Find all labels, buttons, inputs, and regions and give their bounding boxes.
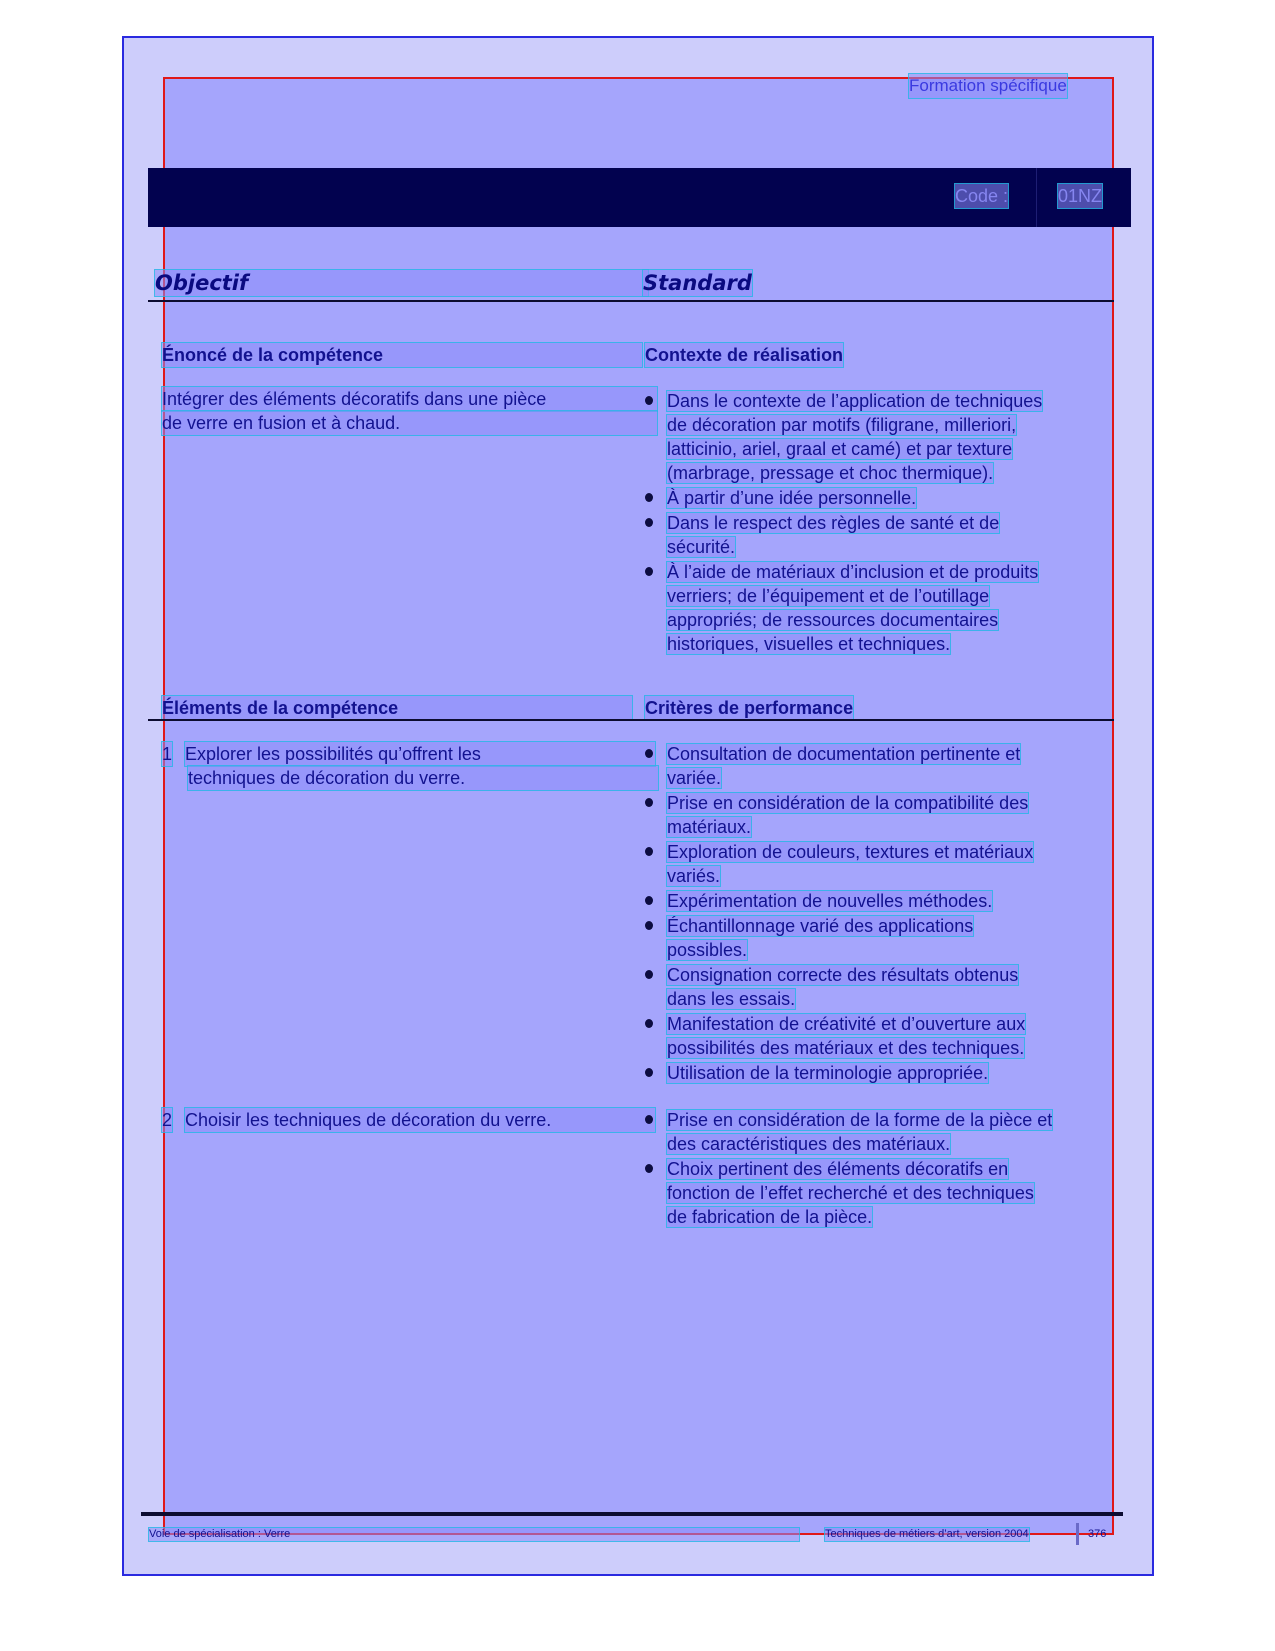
competence-line: Intégrer des éléments décoratifs dans une pièce xyxy=(162,387,657,411)
list-item-line: appropriés; de ressources documentaires xyxy=(667,610,999,630)
formation-label: Formation spécifique xyxy=(909,74,1067,98)
bullet-icon xyxy=(645,1115,653,1124)
footer-right: Techniques de métiers d’art, version 2004 xyxy=(825,1528,1029,1540)
bullet-icon xyxy=(645,847,653,856)
element-1 xyxy=(162,742,657,790)
list-item-line: À l’aide de matériaux d’inclusion et de produits xyxy=(667,562,1039,582)
list-item-line: dans les essais. xyxy=(667,989,796,1009)
list-item-line: possibles. xyxy=(667,940,748,960)
list-item-line: de fabrication de la pièce. xyxy=(667,1207,873,1227)
page-number: 376 xyxy=(1088,1528,1107,1540)
code-label: Code : xyxy=(955,186,1009,206)
list-item xyxy=(645,486,1095,510)
list-item xyxy=(645,914,1095,962)
list-item xyxy=(645,389,1095,485)
footer-rule xyxy=(141,1512,1123,1516)
list-item-line: Utilisation de la terminologie appropriée. xyxy=(667,1063,989,1083)
list-item-line: Manifestation de créativité et d’ouverture aux xyxy=(667,1014,1026,1034)
list-item xyxy=(645,511,1095,559)
list-item-line: matériaux. xyxy=(667,817,752,837)
competence-heading: Énoncé de la compétence xyxy=(162,343,642,367)
competence-line: de verre en fusion et à chaud. xyxy=(162,411,657,435)
objectif-title: Objectif xyxy=(155,270,648,296)
elements-heading: Éléments de la compétence xyxy=(162,696,632,720)
list-item-line: sécurité. xyxy=(667,537,736,557)
list-item-line: latticinio, ariel, graal et camé) et par texture xyxy=(667,439,1013,459)
element-number: 1 xyxy=(162,744,173,764)
criteria-list-1 xyxy=(645,742,1095,1086)
list-item xyxy=(645,840,1095,888)
contexte-heading: Contexte de réalisation xyxy=(645,345,844,365)
element-number: 2 xyxy=(162,1110,173,1130)
list-item-line: des caractéristiques des matériaux. xyxy=(667,1134,951,1154)
list-item xyxy=(645,1108,1105,1156)
list-item xyxy=(645,1012,1095,1060)
list-item xyxy=(645,889,1095,913)
list-item-line: À partir d’une idée personnelle. xyxy=(667,488,917,508)
competence-statement xyxy=(162,387,657,435)
list-item-line: variée. xyxy=(667,768,722,788)
list-item-line: Consignation correcte des résultats obtenus xyxy=(667,965,1019,985)
list-item-line: Consultation de documentation pertinente et xyxy=(667,744,1021,764)
list-item xyxy=(645,963,1095,1011)
list-item-line: Prise en considération de la forme de la pièce et xyxy=(667,1110,1053,1130)
bullet-icon xyxy=(645,970,653,979)
bullet-icon xyxy=(645,1068,653,1077)
list-item-line: fonction de l’effet recherché et des techniques xyxy=(667,1183,1034,1203)
list-item-line: Prise en considération de la compatibilité des xyxy=(667,793,1029,813)
footer-left: Voie de spécialisation : Verre xyxy=(149,1528,799,1541)
criteria-heading: Critères de performance xyxy=(645,698,854,718)
bullet-icon xyxy=(645,896,653,905)
bullet-icon xyxy=(645,493,653,502)
list-item-line: de décoration par motifs (filigrane, milleriori, xyxy=(667,415,1017,435)
list-item-line: (marbrage, pressage et choc thermique). xyxy=(667,463,994,483)
list-item-line: Exploration de couleurs, textures et matériaux xyxy=(667,842,1034,862)
bullet-icon xyxy=(645,396,653,405)
list-item xyxy=(645,1157,1105,1229)
element-line: Explorer les possibilités qu’offrent les xyxy=(185,742,655,766)
list-item xyxy=(645,560,1095,656)
element-line: Choisir les techniques de décoration du verre. xyxy=(185,1108,655,1132)
bullet-icon xyxy=(645,1019,653,1028)
list-item-line: Échantillonnage varié des applications xyxy=(667,916,974,936)
code-value: 01NZ xyxy=(1058,186,1103,206)
list-item-line: Dans le respect des règles de santé et de xyxy=(667,513,1000,533)
list-item-line: variés. xyxy=(667,866,721,886)
bullet-icon xyxy=(645,921,653,930)
contexte-list xyxy=(645,389,1095,657)
list-item-line: Expérimentation de nouvelles méthodes. xyxy=(667,891,993,911)
bullet-icon xyxy=(645,567,653,576)
list-item xyxy=(645,1061,1095,1085)
list-item-line: verriers; de l’équipement et de l’outillage xyxy=(667,586,990,606)
list-item xyxy=(645,742,1095,790)
element-line: techniques de décoration du verre. xyxy=(188,766,658,790)
list-item-line: historiques, visuelles et techniques. xyxy=(667,634,951,654)
title-bar-divider xyxy=(1036,168,1037,227)
elements-rule xyxy=(148,719,1114,721)
title-rule xyxy=(148,300,1114,302)
element-2 xyxy=(162,1108,657,1132)
list-item-line: Choix pertinent des éléments décoratifs en xyxy=(667,1159,1009,1179)
list-item-line: possibilités des matériaux et des techniques. xyxy=(667,1038,1025,1058)
bullet-icon xyxy=(645,518,653,527)
bullet-icon xyxy=(645,1164,653,1173)
bullet-icon xyxy=(645,798,653,807)
criteria-list-2 xyxy=(645,1108,1105,1230)
footer-separator xyxy=(1076,1523,1079,1545)
list-item xyxy=(645,791,1095,839)
bullet-icon xyxy=(645,749,653,758)
standard-title: Standard xyxy=(643,271,752,295)
list-item-line: Dans le contexte de l’application de techniques xyxy=(667,391,1043,411)
